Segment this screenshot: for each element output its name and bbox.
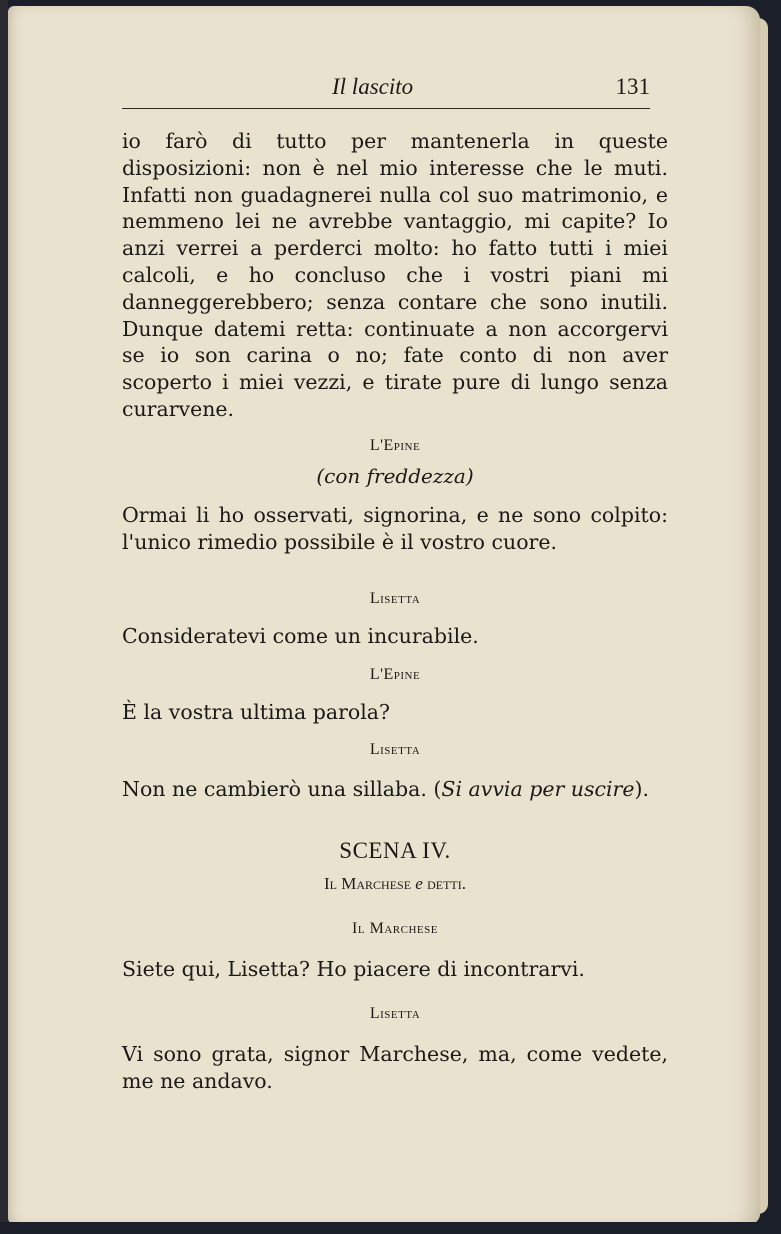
speaker-2-block [122, 590, 668, 608]
paragraph-5-end: ). [634, 777, 649, 801]
stage-direction-1: (con freddezza) [316, 464, 474, 488]
speaker-lepine-1: L'Epine [369, 437, 421, 454]
speaker-6-block [122, 1005, 668, 1023]
paragraph-3-block [122, 623, 668, 650]
paragraph-5 [122, 776, 668, 803]
paragraph-1-block [122, 128, 668, 423]
scene-cast [122, 874, 668, 894]
paragraph-7-block [122, 1041, 668, 1095]
paragraph-6: Siete qui, Lisetta? Ho piacere di incontrarvi. [122, 957, 585, 981]
running-head [122, 70, 650, 109]
book-spine [0, 0, 8, 1234]
scene-cast-a: Il Marchese [324, 874, 412, 893]
paragraph-4-block [122, 699, 668, 726]
scene-cast-block [122, 874, 668, 894]
paragraph-1: io farò di tutto per mantenerla in queste disposizioni: non è nel mio interesse che le muti. Infatti non guadagnerei nulla col suo matrimonio, e nemmeno lei ne avrebbe vantaggio, mi capite? Io anzi verrei a perderci molto: ho fatto tutti i miei calcoli, e ho concluso che i vostri piani mi danneggerebbero; senza contare che sono inutili. Dunque datemi retta: continuate a non accorgervi se io son carina o no; fate conto di non aver scoperto i miei vezzi, e tirate pure di lungo senza curarvene. [122, 129, 668, 421]
speaker-lisetta-2: Lisetta [369, 741, 421, 758]
paragraph-7: Vi sono grata, signor Marchese, ma, come vedete, me ne andavo. [122, 1042, 668, 1093]
speaker-1-block [122, 437, 668, 455]
paragraph-5-text: Non ne cambierò una sillaba. ( [122, 777, 442, 801]
paragraph-6-block [122, 956, 668, 983]
speaker-5-block [122, 920, 668, 938]
speaker-lisetta-3: Lisetta [369, 1005, 421, 1022]
speaker-lisetta-1: Lisetta [369, 590, 421, 607]
paragraph-5-block [122, 776, 668, 803]
speaker-lepine-2: L'Epine [369, 666, 421, 683]
paragraph-2-block [122, 502, 668, 556]
paragraph-4: È la vostra ultima parola? [122, 700, 390, 724]
stage-1-block [122, 464, 668, 488]
paragraph-3: Consideratevi come un incurabile. [122, 624, 479, 648]
scene-title-block [122, 838, 668, 864]
page-number: 131 [615, 74, 650, 99]
stage-direction-2: Si avvia per uscire [441, 777, 635, 801]
speaker-4-block [122, 741, 668, 759]
speaker-3-block [122, 666, 668, 684]
scene-cast-e: e [415, 874, 423, 893]
scene-title: SCENA IV. [339, 838, 451, 863]
scene-cast-b: detti. [427, 874, 466, 893]
running-title: Il lascito [332, 74, 414, 99]
speaker-marchese: Il Marchese [352, 920, 438, 937]
background-band [0, 1222, 781, 1234]
paragraph-2: Ormai li ho osservati, signorina, e ne sono colpito: l'unico rimedio possibile è il vostro cuore. [122, 503, 668, 554]
